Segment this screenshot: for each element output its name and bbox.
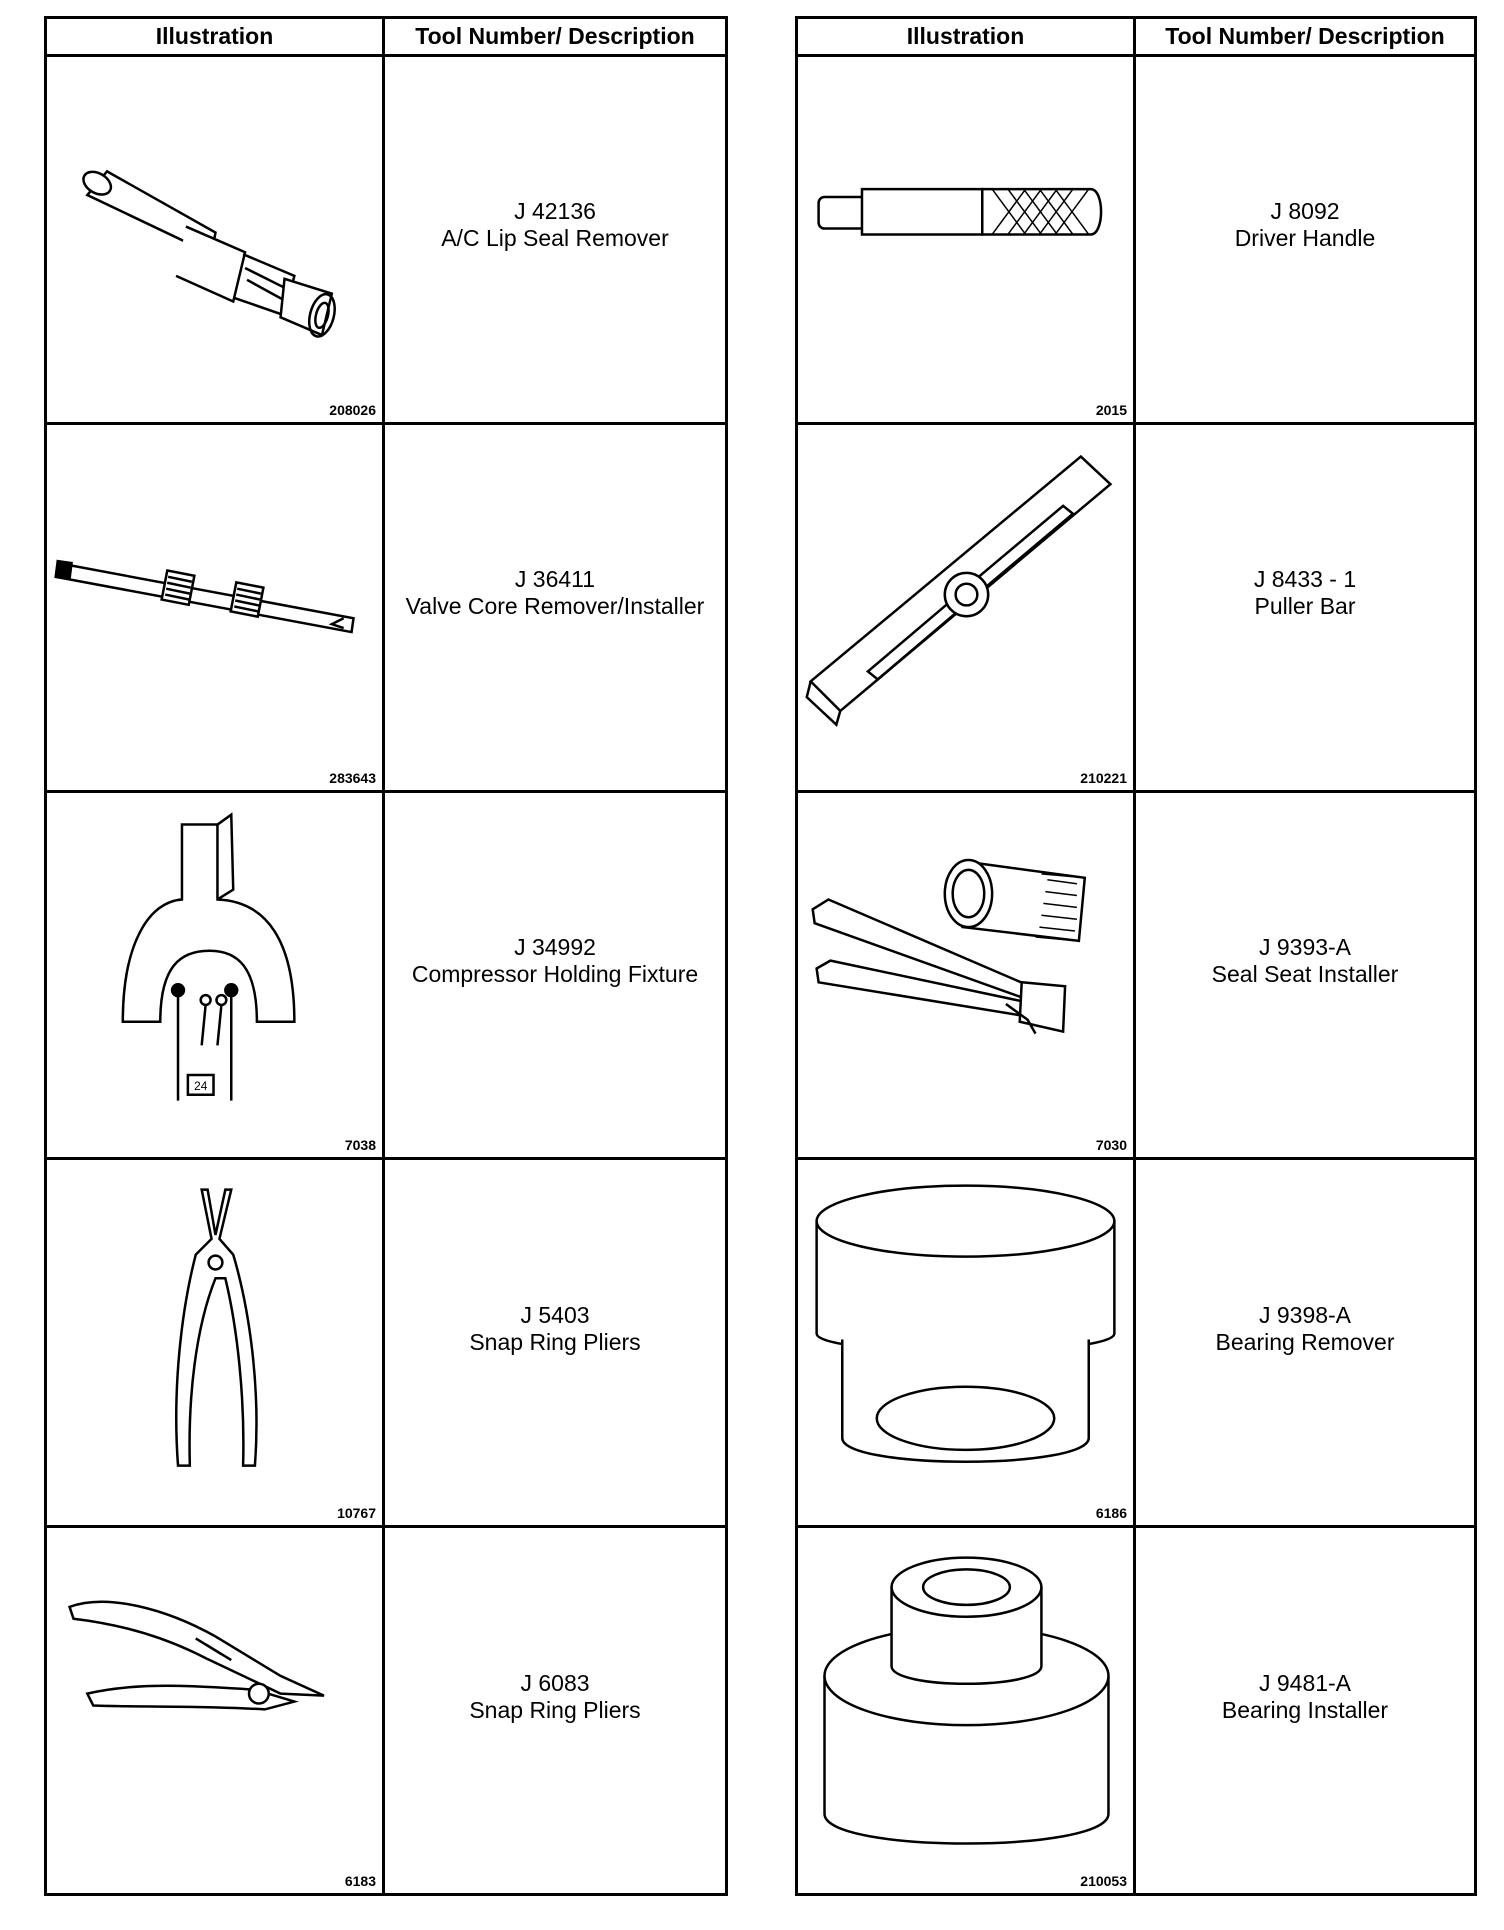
snap-ring-pliers-angled-icon	[47, 1528, 382, 1893]
table-row	[798, 1528, 1474, 1893]
table-row	[47, 425, 725, 793]
tool-number: J 42136	[514, 198, 596, 225]
tool-description-cell	[385, 1160, 725, 1525]
table-row	[798, 793, 1474, 1161]
illustration-cell	[47, 1160, 385, 1525]
table-row	[47, 57, 725, 425]
table-row	[47, 1528, 725, 1893]
header-tool-description: Tool Number/ Description	[1165, 23, 1445, 49]
figure-number: 10767	[337, 1505, 376, 1522]
table-row	[47, 1160, 725, 1528]
illustration-cell	[47, 793, 385, 1158]
tool-description-cell	[1136, 425, 1474, 790]
tool-number: J 6083	[520, 1669, 590, 1696]
bearing-installer-icon	[798, 1528, 1133, 1893]
illustration-cell	[798, 57, 1136, 422]
valve-core-tool-icon	[47, 425, 382, 790]
illustration-cell	[47, 425, 385, 790]
figure-number: 7030	[1095, 1137, 1127, 1154]
tool-description-cell	[1136, 57, 1474, 422]
table-row	[798, 1160, 1474, 1528]
tool-description: A/C Lip Seal Remover	[441, 225, 669, 252]
tool-description: Bearing Remover	[1215, 1328, 1395, 1355]
tool-description-cell	[1136, 793, 1474, 1158]
table-row	[798, 57, 1474, 425]
illustration-cell	[798, 793, 1136, 1158]
table-row	[798, 425, 1474, 793]
figure-number: 6186	[1095, 1505, 1127, 1522]
table-row	[47, 793, 725, 1161]
illustration-cell	[47, 57, 385, 422]
puller-bar-icon	[798, 425, 1133, 790]
figure-number: 283643	[329, 769, 376, 786]
tool-description-cell	[385, 1528, 725, 1893]
tool-number: J 9393-A	[1258, 933, 1352, 960]
bearing-remover-icon	[798, 1160, 1133, 1525]
seal-seat-installer-icon	[798, 793, 1133, 1158]
tool-description-cell	[385, 57, 725, 422]
driver-handle-icon	[798, 57, 1133, 422]
figure-number: 2015	[1095, 401, 1127, 418]
tool-description: Snap Ring Pliers	[469, 1328, 641, 1355]
tool-number: J 34992	[514, 933, 596, 960]
header-illustration: Illustration	[798, 19, 1136, 54]
header-illustration: Illustration	[47, 19, 385, 54]
table-header	[798, 19, 1474, 57]
tool-table-left	[44, 16, 728, 1896]
tool-number: J 9398-A	[1258, 1301, 1352, 1328]
header-tool-description: Tool Number/ Description	[415, 23, 695, 49]
table-header	[47, 19, 725, 57]
lip-seal-remover-icon	[47, 57, 382, 422]
figure-number: 208026	[329, 401, 376, 418]
snap-ring-pliers-icon	[47, 1160, 382, 1525]
tool-description: Driver Handle	[1234, 225, 1376, 252]
illustration-cell	[798, 1528, 1136, 1893]
tool-description: Compressor Holding Fixture	[411, 960, 699, 987]
figure-number: 210221	[1080, 769, 1127, 786]
tool-description-cell	[385, 793, 725, 1158]
tool-number: J 5403	[520, 1301, 590, 1328]
tool-description: Snap Ring Pliers	[469, 1696, 641, 1723]
tool-description: Bearing Installer	[1221, 1696, 1389, 1723]
tool-number: J 9481-A	[1258, 1669, 1352, 1696]
tool-description: Valve Core Remover/Installer	[405, 593, 705, 620]
tool-table-right	[795, 16, 1477, 1896]
tool-number: J 8433 - 1	[1253, 566, 1357, 593]
tool-description-cell	[1136, 1528, 1474, 1893]
tool-description-cell	[1136, 1160, 1474, 1525]
tool-number: J 36411	[514, 566, 596, 593]
figure-number: 7038	[344, 1137, 376, 1154]
illustration-cell	[798, 425, 1136, 790]
tool-description-cell	[385, 425, 725, 790]
illustration-cell	[47, 1528, 385, 1893]
fixture-callout: 24	[194, 1078, 208, 1093]
tool-description: Seal Seat Installer	[1211, 960, 1399, 987]
holding-fixture-icon	[47, 793, 382, 1158]
figure-number: 210053	[1080, 1872, 1127, 1889]
figure-number: 6183	[344, 1872, 376, 1889]
tool-number: J 8092	[1270, 198, 1340, 225]
illustration-cell	[798, 1160, 1136, 1525]
tool-description: Puller Bar	[1254, 593, 1356, 620]
